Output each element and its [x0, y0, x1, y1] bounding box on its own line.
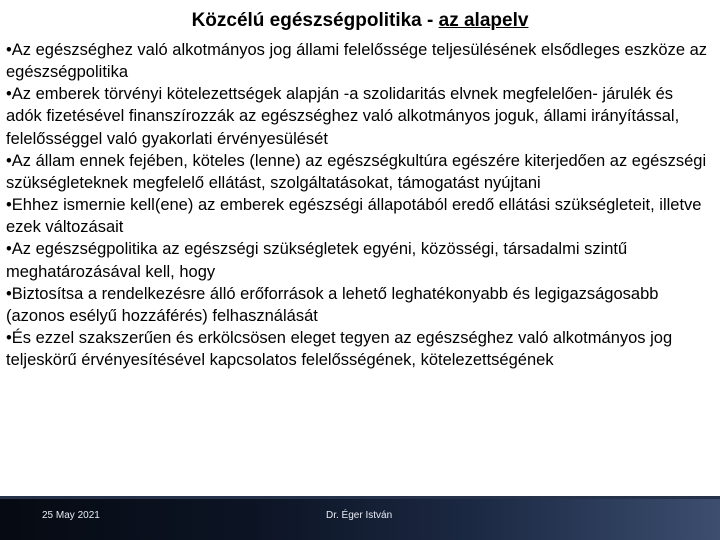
slide-title — [0, 8, 720, 34]
slide-title-underlined: az alapelv — [438, 10, 529, 31]
footer-divider — [0, 496, 720, 499]
footer-author: Dr. Éger István — [326, 510, 393, 521]
bullet-item: •És ezzel szakszerűen és erkölcsösen eleget tegyen az egészséghez való alkotmányos jog teljeskörű érvényesítésével kapcsolatos felelősségének, kötelezettségének — [6, 329, 673, 370]
bullet-item: •Az egészségpolitika az egészségi szükségletek egyéni, közösségi, társadalmi szintű meghatározásával kell, hogy — [6, 240, 628, 281]
bullet-item: •Az állam ennek fejében, köteles (lenne) az egészségkultúra egészére kiterjedően az egészségi szükségleteknek megfelelő ellátást, szolgáltatásokat, támogatást nyújtani — [6, 151, 707, 192]
footer-date: 25 May 2021 — [42, 510, 100, 521]
bullet-item: •Az emberek törvényi kötelezettségek alapján -a szolidaritás elvnek megfelelően- járulék és adók fizetésével finanszírozzák az egészséghez való alkotmányos joguk, állami irányítással, felelősséggel való gyakorlati érvényesülését — [6, 85, 680, 148]
bullet-item: •Biztosítsa a rendelkezésre álló erőforrások a lehető leghatékonyabb és legigazságosabb (azonos esélyű hozzáférés) felhasználását — [6, 284, 659, 325]
slide-title-main: Közcélú egészségpolitika - — [191, 10, 439, 31]
bullet-list — [6, 39, 712, 371]
bullet-item: •Ehhez ismernie kell(ene) az emberek egészségi állapotából eredő ellátási szükségleteit, illetve ezek változásait — [6, 196, 702, 237]
bullet-item: •Az egészséghez való alkotmányos jog állami felelőssége teljesülésének elsődleges eszköze az egészségpolitika — [6, 41, 708, 82]
slide-footer — [0, 496, 720, 540]
